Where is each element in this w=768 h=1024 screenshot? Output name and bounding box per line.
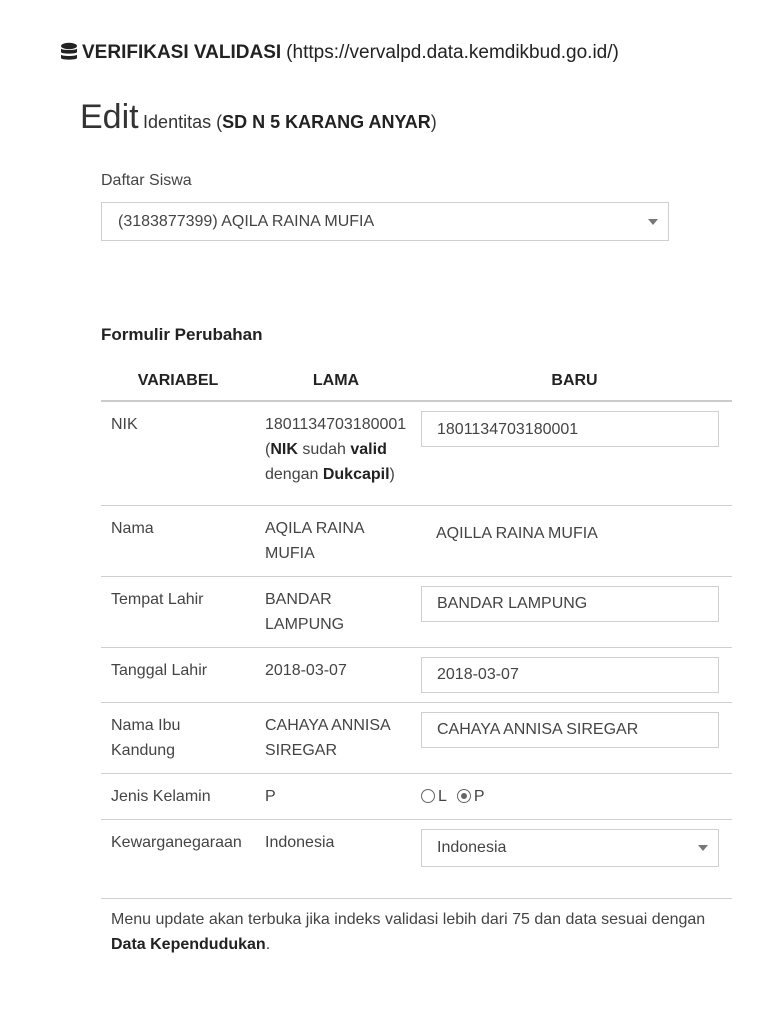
note-bold: Data Kependudukan: [111, 935, 266, 953]
page-title: [80, 98, 437, 137]
kewarganegaraan-label: Kewarganegaraan: [101, 819, 255, 898]
edit-heading: Edit: [80, 98, 139, 136]
page-header: [60, 42, 619, 64]
jenis-kelamin-old: P: [255, 773, 417, 819]
nama-ibu-input-value: CAHAYA ANNISA SIREGAR: [437, 721, 639, 738]
nik-note-close: ): [389, 466, 395, 483]
nama-ibu-old: CAHAYA ANNISA SIREGAR: [255, 702, 417, 773]
tempat-lahir-old: BANDAR LAMPUNG: [255, 576, 417, 647]
gender-radio-l[interactable]: [421, 789, 435, 803]
note-end: .: [265, 935, 271, 953]
nama-ibu-input[interactable]: [421, 712, 719, 748]
gender-radio-group: [421, 784, 723, 809]
nik-new-cell: [417, 401, 732, 505]
note-row: [101, 898, 732, 967]
header-url: (https://vervalpd.data.kemdikbud.go.id/): [286, 42, 619, 63]
nik-input-value: 1801134703180001: [437, 420, 579, 438]
kewarganegaraan-select-value: Indonesia: [437, 839, 507, 856]
nik-note-valid: valid: [350, 441, 387, 458]
column-header-variabel: VARIABEL: [101, 362, 255, 401]
nik-label: NIK: [101, 401, 255, 505]
identitas-label: Identitas (: [143, 112, 223, 132]
tempat-lahir-new-cell: [417, 576, 732, 647]
note-text: Menu update akan terbuka jika indeks validasi lebih dari 75 dan data sesuai dengan: [111, 910, 706, 928]
nik-input[interactable]: [421, 411, 719, 447]
tempat-lahir-label: Tempat Lahir: [101, 576, 255, 647]
chevron-down-icon: [648, 219, 658, 225]
nik-old-value: 1801134703180001: [265, 416, 407, 433]
school-name: SD N 5 KARANG ANYAR: [222, 112, 431, 132]
gender-option-p-label: P: [473, 787, 485, 805]
kewarganegaraan-new-cell: [417, 819, 732, 898]
nama-ibu-new-cell: [417, 702, 732, 773]
student-select[interactable]: [101, 202, 669, 241]
tanggal-lahir-input-value: 2018-03-07: [437, 666, 519, 683]
daftar-siswa-label: Daftar Siswa: [101, 172, 192, 189]
change-form-table: [101, 362, 732, 967]
table-row: [101, 773, 732, 819]
table-row: [101, 505, 732, 576]
gender-radio-p[interactable]: [457, 789, 471, 803]
kewarganegaraan-select[interactable]: [421, 829, 719, 867]
table-row: [101, 401, 732, 505]
kewarganegaraan-old: Indonesia: [255, 819, 417, 898]
nama-label: Nama: [101, 505, 255, 576]
nik-note-dukcapil: Dukcapil: [322, 466, 390, 483]
nik-note-nik: NIK: [270, 441, 298, 458]
nama-ibu-label: Nama Ibu Kandung: [101, 702, 255, 773]
jenis-kelamin-label: Jenis Kelamin: [101, 773, 255, 819]
validation-note: [101, 898, 732, 967]
tempat-lahir-input-value: BANDAR LAMPUNG: [437, 595, 588, 612]
table-header-row: [101, 362, 732, 401]
gender-option-l-label: L: [438, 787, 447, 805]
table-row: [101, 576, 732, 647]
database-icon: [60, 42, 78, 64]
table-row: [101, 819, 732, 898]
tempat-lahir-input[interactable]: [421, 586, 719, 622]
student-select-value: (3183877399) AQILA RAINA MUFIA: [118, 212, 375, 230]
nik-note-open: (: [265, 441, 271, 458]
column-header-lama: LAMA: [255, 362, 417, 401]
table-row: [101, 702, 732, 773]
nama-new-cell: [417, 505, 732, 576]
column-header-baru: BARU: [417, 362, 732, 401]
tanggal-lahir-label: Tanggal Lahir: [101, 647, 255, 702]
table-row: [101, 647, 732, 702]
nik-old: [255, 401, 417, 505]
jenis-kelamin-new-cell: [417, 773, 732, 819]
nik-note-mid: sudah: [297, 441, 351, 458]
form-title: Formulir Perubahan: [101, 325, 263, 344]
header-title: VERIFIKASI VALIDASI: [82, 42, 282, 63]
nama-old: AQILA RAINA MUFIA: [255, 505, 417, 576]
tanggal-lahir-input[interactable]: [421, 657, 719, 693]
chevron-down-icon: [698, 845, 708, 851]
nik-note-dengan: dengan: [265, 466, 323, 483]
title-close-paren: ): [430, 112, 437, 132]
tanggal-lahir-new-cell: [417, 647, 732, 702]
tanggal-lahir-old: 2018-03-07: [255, 647, 417, 702]
nama-new-value: AQILLA RAINA MUFIA: [436, 524, 598, 542]
